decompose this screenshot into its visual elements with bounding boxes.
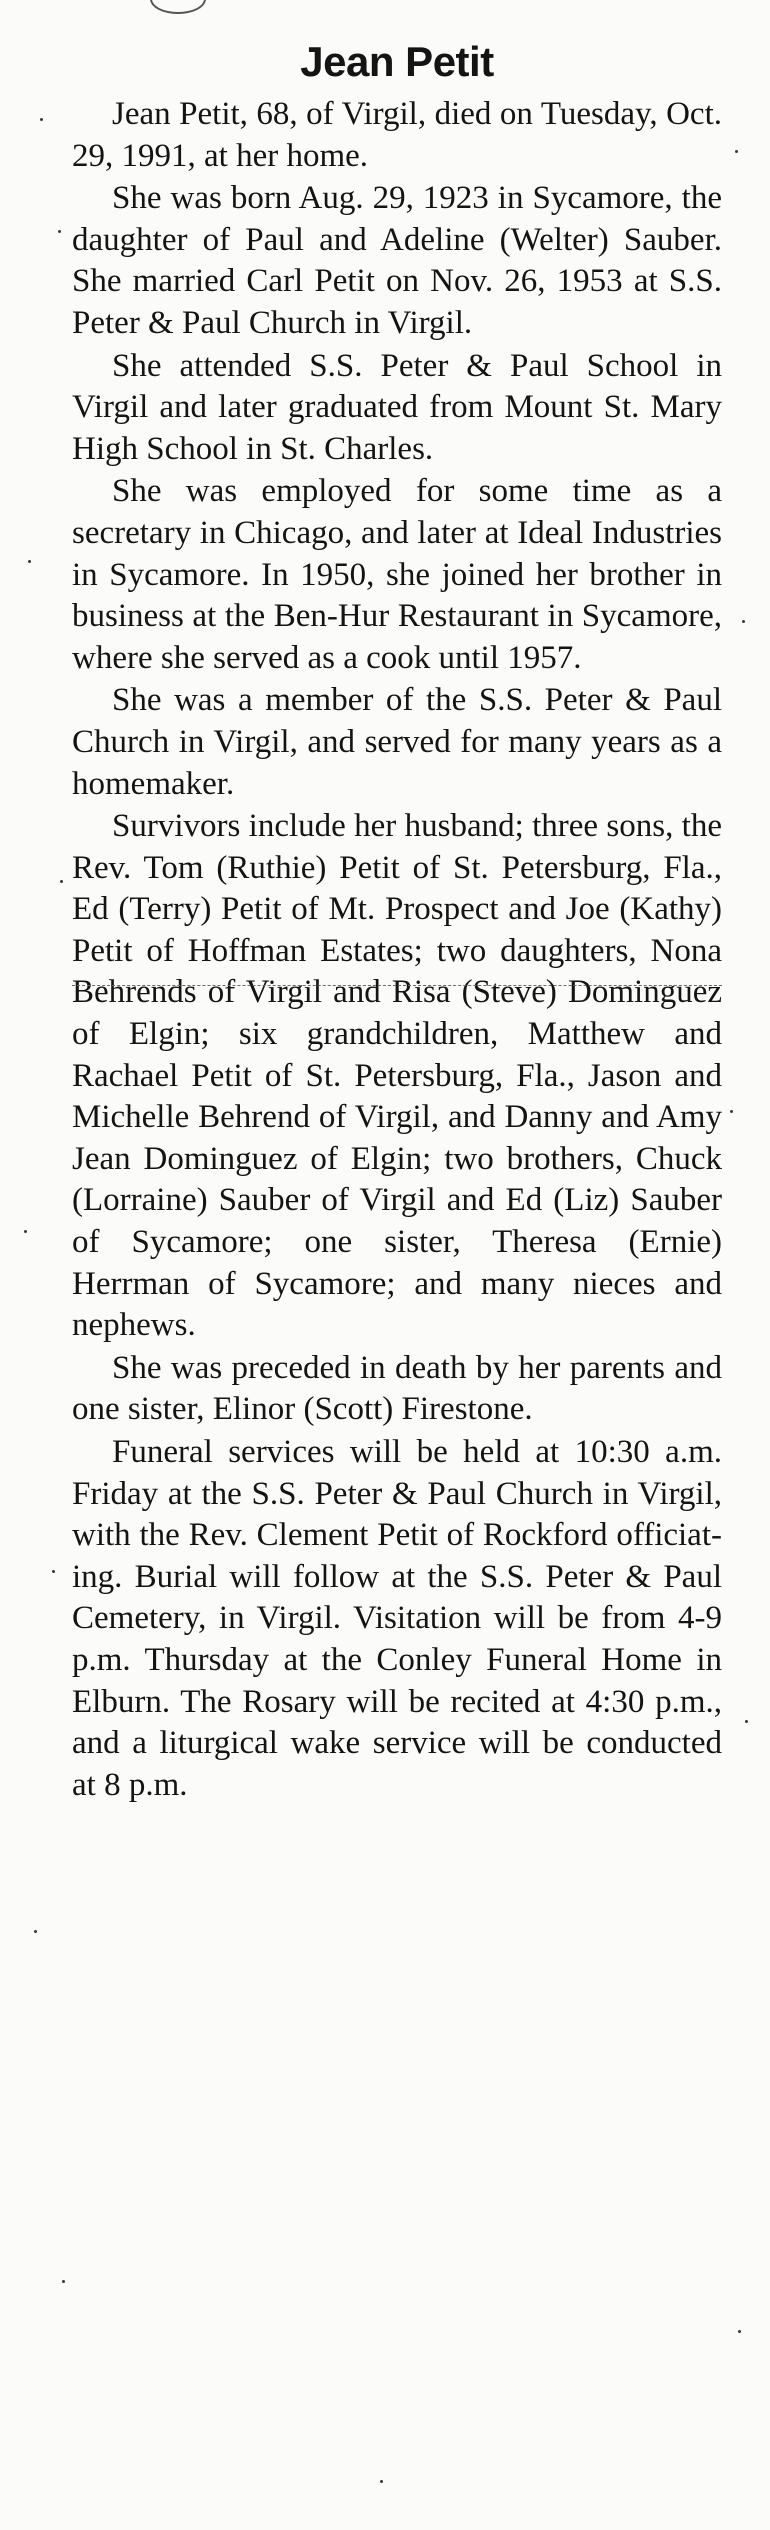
print-speck [24, 1230, 27, 1233]
obituary-paragraph-services: Funeral services will be held at 10:30 a.m. Friday at the S.S. Peter & Paul Church in Virgil, with the Rev. Clement Petit of Rockford officiating. Burial will follow at the S.S. Peter & Paul Cemetery, in Virgil. Visitation will be from 4-9 p.m. Thursday at the Conley Funeral Home in Elburn. The Rosary will be recited at 4:30 p.m., and a liturgical wake service will be conducted at 8 p.m. [72, 1434, 722, 1803]
print-speck [62, 2280, 65, 2283]
print-speck [52, 1570, 55, 1573]
print-speck [730, 1110, 733, 1113]
obituary-paragraph-employment: She was employed for some time as a secretary in Chicago, and later at Ideal Industries in Sycamore. In 1950, she joined her brother in business at the Ben-Hur Restaurant in Sycamore, where she served as a cook until 1957. [72, 473, 722, 676]
print-speck [58, 230, 61, 233]
print-speck [60, 880, 63, 883]
obituary-paragraph-preceded: She was preceded in death by her parents and one sister, Elinor (Scott) Firestone. [72, 1349, 722, 1428]
obituary-paragraph-survivors: Survivors include her husband; three sons, the Rev. Tom (Ruthie) Petit of St. Petersburg, Fla., Ed (Terry) Petit of Mt. Prospect and Joe (Kathy) Petit of Hoffman Estates; two daughters, Nona Behrends of Virgil and Risa (Steve) Dominguez of Elgin; six grandchildren, Matthew and Rachael Petit of St. Petersburg, Fla., Jason and Michelle Behrend of Virgil, and Danny and Amy Jean Dominguez of Elgin; two brothers, Chuck (Lorraine) Sauber of Virgil and Ed (Liz) Sauber of Sycamore; one sister, Theresa (Ernie) Herrman of Sycamore; and many nieces and nephews. [72, 808, 722, 1344]
obituary-paragraph-birth-marriage: She was born Aug. 29, 1923 in Sycamore, the daughter of Paul and Adeline (Welter) Sauber. She married Carl Petit on Nov. 26, 1953 at S.S. Peter & Paul Church in Virgil. [72, 180, 722, 341]
print-speck [738, 2330, 741, 2333]
print-speck [380, 2480, 383, 2483]
obituary-headline: Jean Petit [300, 38, 494, 85]
obituary-paragraph-death: Jean Petit, 68, of Virgil, died on Tuesday, Oct. 29, 1991, at her home. [72, 96, 722, 174]
fold-line [72, 985, 722, 986]
print-speck [40, 118, 43, 121]
print-speck [28, 560, 31, 563]
print-speck [745, 1720, 748, 1723]
obituary-column [72, 38, 722, 1807]
print-speck [742, 620, 745, 623]
obituary-paragraph-education: She attended S.S. Peter & Paul School in Virgil and later graduated from Mount St. Mary High School in St. Charles. [72, 347, 722, 467]
print-speck [735, 150, 738, 153]
print-speck [34, 1930, 37, 1933]
obituary-paragraph-membership: She was a member of the S.S. Peter & Paul Church in Virgil, and served for many years as a homemaker. [72, 682, 722, 802]
scan-mark [150, 0, 206, 14]
